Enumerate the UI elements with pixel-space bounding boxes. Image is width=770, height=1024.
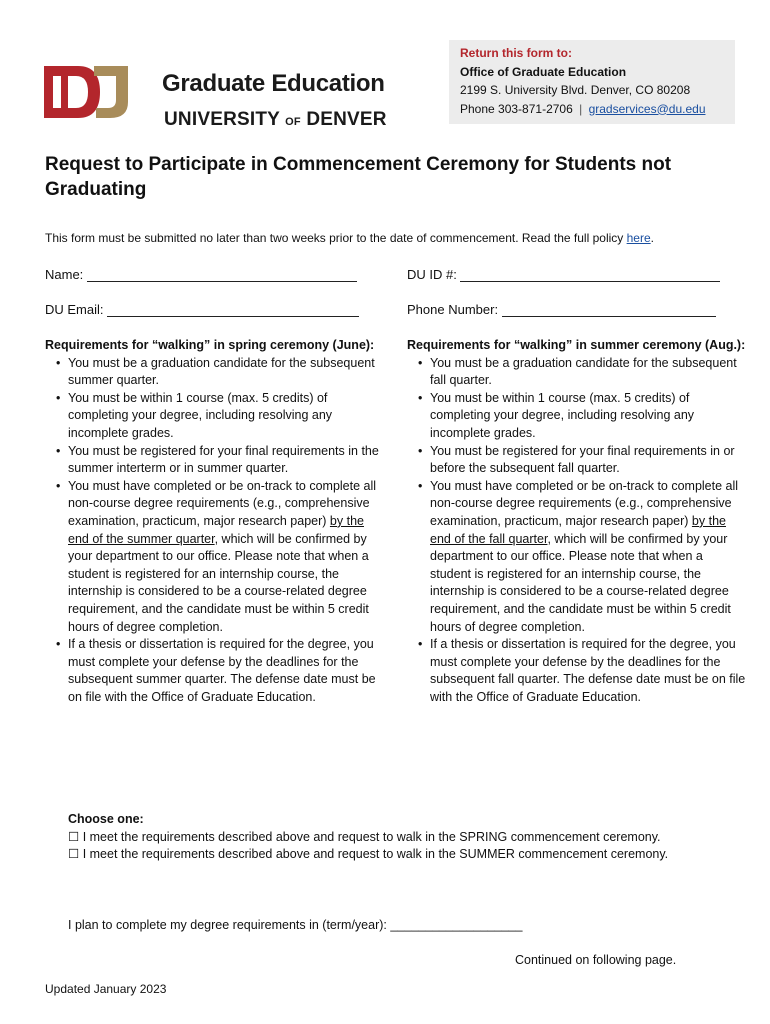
spring-requirements [45, 337, 385, 706]
summer-bullet: • You must be a graduation candidate for the subsequent fall quarter. [430, 355, 747, 390]
summer-option[interactable] [68, 846, 728, 864]
office-address: 2199 S. University Blvd. Denver, CO 80208 [460, 83, 691, 97]
du-id-field[interactable] [407, 267, 720, 282]
name-field[interactable] [45, 267, 357, 282]
du-logo [44, 64, 134, 120]
return-address-box [449, 40, 735, 124]
email-link[interactable]: gradservices@du.edu [588, 101, 706, 116]
brand-title: Graduate Education [162, 70, 385, 97]
summer-requirements [407, 337, 747, 706]
completion-term-field[interactable]: I plan to complete my degree requirements in (term/year): ___________________ [68, 918, 523, 932]
email-field[interactable] [45, 302, 359, 317]
email-input-line[interactable] [107, 302, 359, 317]
return-label: Return this form to: [460, 46, 572, 60]
spring-bullet: • If a thesis or dissertation is required for the degree, you must complete your defense by the deadlines for the subsequent summer quarter. The defense date must be on file with the Office of Graduate Education. [68, 636, 385, 706]
summer-bullet: • You must be registered for your final requirements in or before the subsequent fall quarter. [430, 443, 747, 478]
phone-field[interactable] [407, 302, 716, 317]
choose-heading: Choose one: [68, 812, 144, 826]
summer-bullet: • You must be within 1 course (max. 5 credits) of completing your degree, including resolving any incomplete grades. [430, 390, 747, 443]
summer-heading: Requirements for “walking” in summer ceremony (Aug.): [407, 338, 746, 352]
office-name: Office of Graduate Education [460, 64, 627, 79]
name-label: Name: [45, 267, 84, 282]
phone-label: Phone Number: [407, 302, 499, 317]
spring-bullet: • You must be within 1 course (max. 5 credits) of completing your degree, including resolving any incomplete grades. [68, 390, 385, 443]
du-id-label: DU ID #: [407, 267, 457, 282]
continued-note: Continued on following page. [515, 953, 677, 967]
form-title: Request to Participate in Commencement Ceremony for Students not Graduating [45, 154, 672, 200]
summer-bullet: • If a thesis or dissertation is required for the degree, you must complete your defense by the deadlines for the subsequent fall quarter. The defense date must be on file with the Office of Graduate Education. [430, 636, 747, 706]
du-id-input-line[interactable] [460, 267, 720, 282]
email-label: DU Email: [45, 302, 104, 317]
spring-bullet: • You must be registered for your final requirements in the summer interterm or in summer quarter. [68, 443, 385, 478]
spring-bullet: • You must have completed or be on-track to complete all non-course degree requirements (e.g., comprehensive examination, practicum, major research paper) by the end of the summer quarter, which will be confirmed by your department to our office. Please note that when a student is registered for an internship course, the internship is considered to be a course-related degree requirement, and the candidate must be within 5 credit hours of degree completion. [68, 478, 385, 636]
updated-date: Updated January 2023 [45, 982, 167, 996]
spring-heading: Requirements for “walking” in spring ceremony (June): [45, 338, 375, 352]
choose-section [68, 811, 728, 864]
office-phone: Phone 303-871-2706 [460, 101, 573, 116]
spring-checkbox[interactable]: ☐ [68, 829, 80, 844]
summer-option-label: I meet the requirements described above and request to walk in the SUMMER commencement ceremony. [82, 847, 669, 862]
name-input-line[interactable] [87, 267, 357, 282]
brand-subtitle: UNIVERSITY OF DENVER [164, 109, 387, 130]
summer-bullet: • You must have completed or be on-track to complete all non-course degree requirements (e.g., comprehensive examination, practicum, major research paper) by the end of the fall quarter, which will be confirmed by your department to our office. Please note that when a student is registered for an internship course, the internship is considered to be a course-related degree requirement, and the candidate must be within 5 credit hours of degree completion. [430, 478, 747, 636]
phone-input-line[interactable] [502, 302, 716, 317]
spring-bullet: • You must be a graduation candidate for the subsequent summer quarter. [68, 355, 385, 390]
spring-option[interactable] [68, 829, 728, 847]
office-contact-line [460, 100, 735, 119]
intro-text: This form must be submitted no later than two weeks prior to the date of commencement. Read the full policy here. [45, 231, 654, 245]
spring-option-label: I meet the requirements described above and request to walk in the SPRING commencement ceremony. [82, 829, 661, 844]
summer-checkbox[interactable]: ☐ [68, 847, 80, 862]
contact-separator: | [579, 101, 583, 116]
policy-link[interactable]: here [626, 231, 651, 245]
